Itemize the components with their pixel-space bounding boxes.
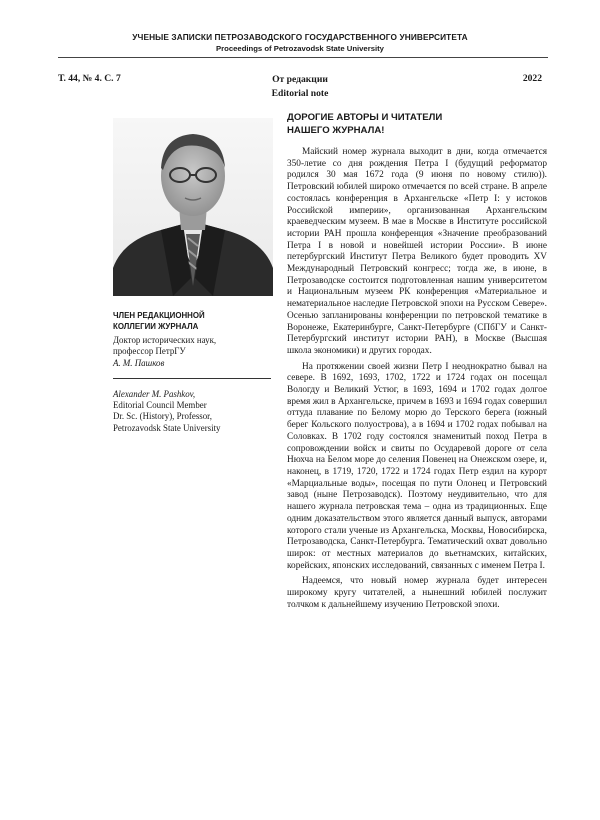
year-label: 2022 bbox=[522, 73, 542, 84]
role-title-line-2: КОЛЛЕГИИ ЖУРНАЛА bbox=[113, 321, 199, 331]
role-title bbox=[113, 311, 278, 332]
section-label bbox=[0, 73, 600, 101]
degree-line-1: Доктор исторических наук, bbox=[113, 335, 217, 345]
journal-title-en: Proceedings of Petrozavodsk State University bbox=[216, 44, 384, 53]
author-sidebar bbox=[113, 311, 278, 434]
journal-title-ru: УЧЕНЫЕ ЗАПИСКИ ПЕТРОЗАВОДСКОГО ГОСУДАРСТВЕННОГО УНИВЕРСИТЕТА bbox=[132, 32, 468, 42]
section-label-en: Editorial note bbox=[271, 88, 329, 99]
role-en: Editorial Council Member bbox=[113, 400, 207, 411]
article-title bbox=[287, 112, 547, 137]
author-degree-ru bbox=[113, 335, 278, 369]
article-title-line-2: НАШЕГО ЖУРНАЛА! bbox=[287, 124, 385, 136]
author-name-ru: А. М. Пашков bbox=[113, 357, 165, 368]
author-info-en bbox=[113, 389, 278, 434]
article-paragraph: Надеемся, что новый номер журнала будет интересен широкому кругу читателей, а нынешний юбилей послужит толчком к дальнейшему изучению Петровской эпохи. bbox=[287, 576, 547, 610]
author-name-en: Alexander M. Pashkov, bbox=[113, 388, 196, 399]
editorial-article bbox=[287, 112, 547, 615]
degree-en: Dr. Sc. (History), Professor, bbox=[113, 411, 212, 422]
degree-line-2: профессор ПетрГУ bbox=[113, 346, 186, 357]
header-divider bbox=[58, 57, 548, 58]
running-header bbox=[0, 32, 600, 53]
section-label-ru: От редакции bbox=[272, 74, 328, 85]
volume-info: Т. 44, № 4. С. 7 bbox=[58, 73, 121, 84]
role-title-line-1: ЧЛЕН РЕДАКЦИОННОЙ bbox=[113, 311, 205, 320]
article-paragraph: На протяжении своей жизни Петр I неоднократно бывал на севере. В 1692, 1693, 1702, 1722 и 1724 годах он посещал Вологду и Великий Устюг, в 1693, 1694 и 1702 годах долгое время жил в Архангельске, причем в 1693 и 1694 годах совершил оттуда плавание по Белому морю до Терского берега (южный берег Кольского полуострова), а в 1694 и 1702 годах побывал на Соловках. В 1702 году состоялся знаменитый поход Петра в сопровождении войск и свиты по Осударевой дороге от села Нюхча на Белом море до селения Повенец на Онежском озере, и, наконец, в 1719, 1720, 1722 и 1724 годах Петр ездил на курорт «Марциальные воды», посещая по пути Олонец и Петровский завод (ныне Петрозаводск). Поэтому неудивительно, что для нашего журнала петровская тема – одна из традиционных. Еще одним доказательством этого является данный выпуск, авторами которого стали ученые из Архангельска, Москвы, Новосибирска, Петрозаводска, Санкт-Петербурга. Тематический охват довольно широк: от местных материалов до вьетнамских, китайских, корейских, японских исследований, связанных с именем Петра I. bbox=[287, 361, 547, 571]
article-paragraph: Майский номер журнала выходит в дни, когда отмечается 350-летие со дня рождения Петра I (будущий реформатор родился 30 мая 1672 года (9 июня по новому стилю)). Петровский юбилей широко отмечается по всей стране. В апреле состоялась конференция в Архангельске «Петр I: у истоков Российской империи», организованная Архангельским краеведческим музеем. В мае в Москве в Институте российской истории РАН прошла конференция «Значение преобразований Петра I в новой и новейшей истории России». В июне петербургский Институт Петра Великого будет проводить XV Международный Петровский конгресс; тогда же, в июне, в Петрозаводске состоится подготовленная нашим университетом и Национальным музеем РК конференция «Материальное и нематериальное наследие Петровской эпохи на Русском Севере». Осенью запланированы конференции по петровской тематике в Воронеже, Екатеринбурге, Санкт-Петербурге (СПбГУ и Санкт-Петербургский институт истории РАН), в Москве (Высшая школа экономики) и других городах. bbox=[287, 147, 547, 356]
portrait-photo-icon bbox=[113, 118, 273, 296]
author-photo bbox=[113, 118, 273, 296]
sidebar-divider bbox=[113, 378, 271, 379]
article-title-line-1: ДОРОГИЕ АВТОРЫ И ЧИТАТЕЛИ bbox=[287, 112, 443, 123]
affiliation-en: Petrozavodsk State University bbox=[113, 422, 221, 433]
